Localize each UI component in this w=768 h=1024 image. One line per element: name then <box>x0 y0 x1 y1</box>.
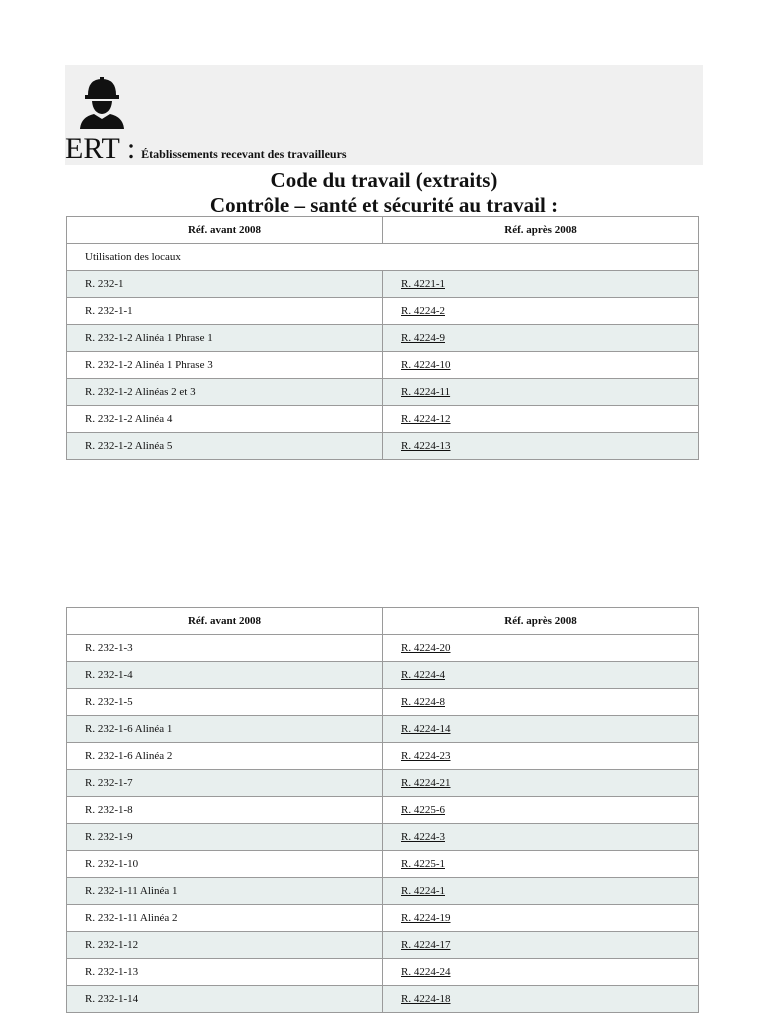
table-row <box>67 797 699 824</box>
ref-after-cell <box>383 689 699 716</box>
ref-after-link[interactable]: R. 4224-21 <box>401 777 451 789</box>
ref-before-cell: R. 232-1-2 Alinéa 5 <box>67 433 383 460</box>
ref-after-cell <box>383 662 699 689</box>
table-row <box>67 271 699 298</box>
ref-after-link[interactable]: R. 4225-1 <box>401 858 445 870</box>
ref-before-cell: R. 232-1-12 <box>67 932 383 959</box>
ref-before-cell: R. 232-1-1 <box>67 298 383 325</box>
header-abbr: ERT : <box>65 132 136 165</box>
ref-after-cell <box>383 770 699 797</box>
ref-before-cell: R. 232-1-9 <box>67 824 383 851</box>
ref-after-link[interactable]: R. 4224-19 <box>401 912 451 924</box>
ref-before-cell: R. 232-1-10 <box>67 851 383 878</box>
ref-after-link[interactable]: R. 4224-3 <box>401 831 445 843</box>
ref-before-cell: R. 232-1-11 Alinéa 1 <box>67 878 383 905</box>
table-row <box>67 379 699 406</box>
table-row <box>67 325 699 352</box>
column-header-before: Réf. avant 2008 <box>67 608 383 635</box>
ref-after-link[interactable]: R. 4224-10 <box>401 359 451 371</box>
ref-after-link[interactable]: R. 4224-2 <box>401 305 445 317</box>
table-row <box>67 352 699 379</box>
ref-after-link[interactable]: R. 4224-13 <box>401 440 451 452</box>
ref-before-cell: R. 232-1-5 <box>67 689 383 716</box>
ref-before-cell: R. 232-1 <box>67 271 383 298</box>
reference-table-1 <box>66 216 699 460</box>
table-row <box>67 959 699 986</box>
ref-after-link[interactable]: R. 4224-8 <box>401 696 445 708</box>
ref-after-cell <box>383 406 699 433</box>
ref-after-link[interactable]: R. 4224-23 <box>401 750 451 762</box>
table-row <box>67 406 699 433</box>
worker-helmet-icon <box>78 75 126 129</box>
header-line <box>65 133 347 165</box>
table-row <box>67 905 699 932</box>
ref-after-cell <box>383 271 699 298</box>
ref-after-cell <box>383 379 699 406</box>
ref-after-cell <box>383 851 699 878</box>
reference-table-2 <box>66 607 699 1013</box>
ref-after-link[interactable]: R. 4224-14 <box>401 723 451 735</box>
ref-before-cell: R. 232-1-2 Alinéa 1 Phrase 1 <box>67 325 383 352</box>
table-row <box>67 298 699 325</box>
ref-before-cell: R. 232-1-8 <box>67 797 383 824</box>
table-row <box>67 824 699 851</box>
ref-after-cell <box>383 298 699 325</box>
ref-before-cell: R. 232-1-3 <box>67 635 383 662</box>
ref-before-cell: R. 232-1-14 <box>67 986 383 1013</box>
column-header-after: Réf. après 2008 <box>383 217 699 244</box>
ref-before-cell: R. 232-1-6 Alinéa 2 <box>67 743 383 770</box>
ref-before-cell: R. 232-1-2 Alinéa 1 Phrase 3 <box>67 352 383 379</box>
ref-before-cell: R. 232-1-6 Alinéa 1 <box>67 716 383 743</box>
ref-after-cell <box>383 797 699 824</box>
table-row <box>67 932 699 959</box>
ref-before-cell: R. 232-1-2 Alinéa 4 <box>67 406 383 433</box>
ref-after-cell <box>383 325 699 352</box>
ref-after-link[interactable]: R. 4224-17 <box>401 939 451 951</box>
ref-after-cell <box>383 635 699 662</box>
ref-after-link[interactable]: R. 4224-24 <box>401 966 451 978</box>
table-row <box>67 851 699 878</box>
table-header-row <box>67 608 699 635</box>
ref-after-link[interactable]: R. 4224-1 <box>401 885 445 897</box>
ref-after-link[interactable]: R. 4221-1 <box>401 278 445 290</box>
table-row <box>67 716 699 743</box>
ref-before-cell: R. 232-1-13 <box>67 959 383 986</box>
column-header-after: Réf. après 2008 <box>383 608 699 635</box>
header-band <box>65 65 703 165</box>
ref-after-cell <box>383 959 699 986</box>
table-row <box>67 635 699 662</box>
ref-after-link[interactable]: R. 4224-11 <box>401 386 451 398</box>
ref-before-cell: R. 232-1-2 Alinéas 2 et 3 <box>67 379 383 406</box>
ref-after-link[interactable]: R. 4224-12 <box>401 413 451 425</box>
ref-before-cell: R. 232-1-4 <box>67 662 383 689</box>
ref-after-link[interactable]: R. 4224-18 <box>401 993 451 1005</box>
section-label: Utilisation des locaux <box>67 244 699 271</box>
ref-after-cell <box>383 986 699 1013</box>
ref-after-cell <box>383 905 699 932</box>
ref-after-cell <box>383 878 699 905</box>
ref-after-cell <box>383 743 699 770</box>
ref-after-cell <box>383 932 699 959</box>
ref-after-link[interactable]: R. 4224-9 <box>401 332 445 344</box>
ref-before-cell: R. 232-1-11 Alinéa 2 <box>67 905 383 932</box>
page-title: Code du travail (extraits) <box>270 168 498 192</box>
table-row <box>67 743 699 770</box>
table-row <box>67 662 699 689</box>
ref-after-cell <box>383 433 699 460</box>
header-subtitle: Établissements recevant des travailleurs <box>141 147 347 161</box>
table-row <box>67 689 699 716</box>
ref-before-cell: R. 232-1-7 <box>67 770 383 797</box>
ref-after-cell <box>383 352 699 379</box>
table-row <box>67 433 699 460</box>
ref-after-link[interactable]: R. 4224-20 <box>401 642 451 654</box>
ref-after-cell <box>383 716 699 743</box>
table-row <box>67 986 699 1013</box>
ref-after-cell <box>383 824 699 851</box>
table-row <box>67 878 699 905</box>
ref-after-link[interactable]: R. 4225-6 <box>401 804 445 816</box>
page-subtitle: Contrôle – santé et sécurité au travail : <box>209 193 559 217</box>
section-row <box>67 244 699 271</box>
ref-after-link[interactable]: R. 4224-4 <box>401 669 445 681</box>
table-row <box>67 770 699 797</box>
table-header-row <box>67 217 699 244</box>
column-header-before: Réf. avant 2008 <box>67 217 383 244</box>
